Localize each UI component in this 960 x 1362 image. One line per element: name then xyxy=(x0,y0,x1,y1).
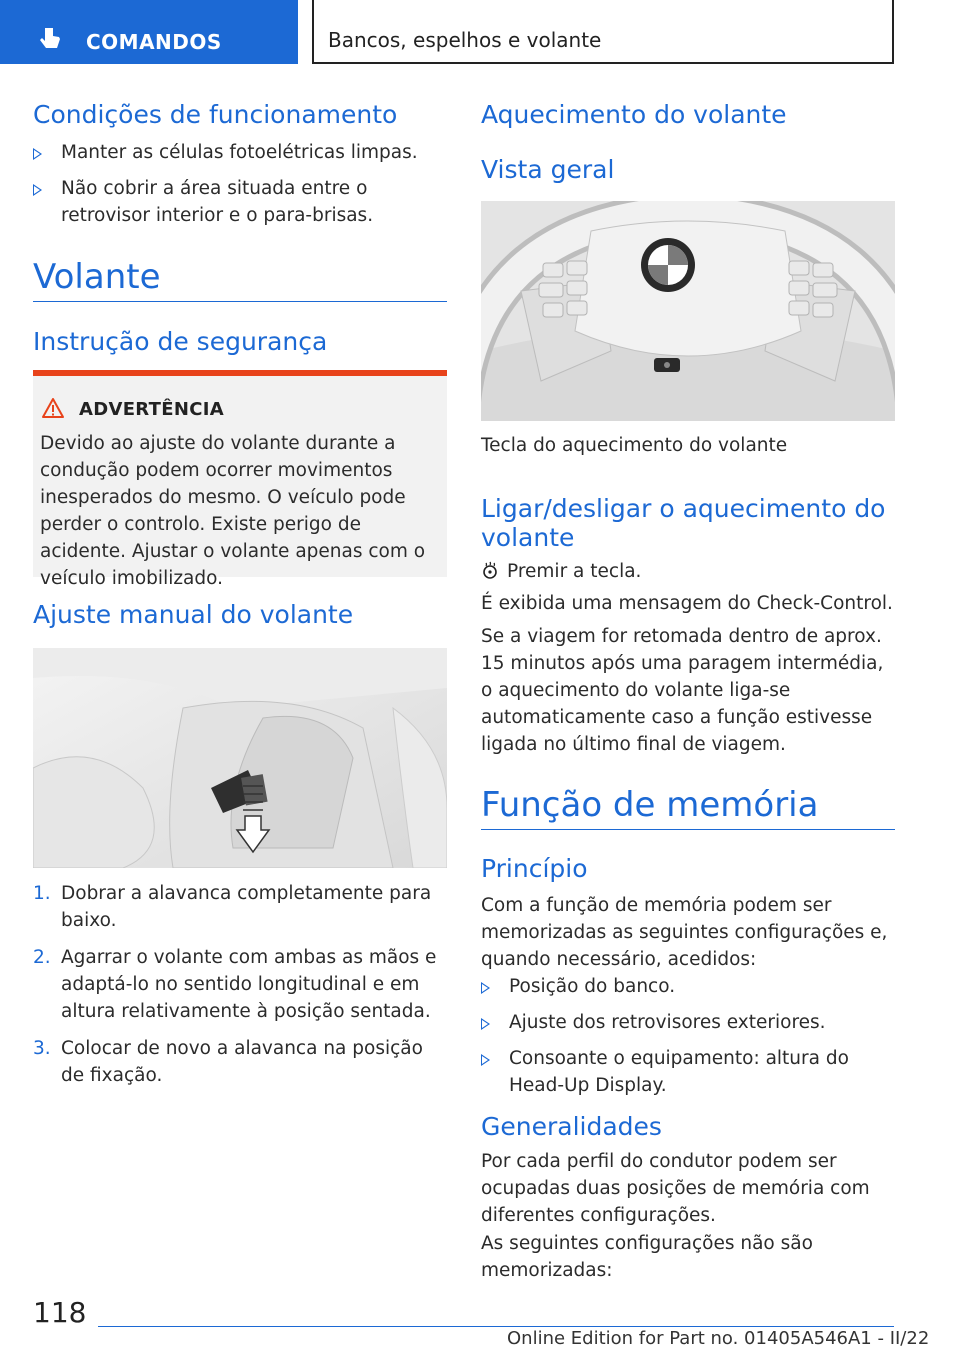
list-item: Posição do banco. xyxy=(481,973,895,1000)
volante-heading: Volante xyxy=(33,257,161,297)
bullet-triangle-icon xyxy=(481,1018,490,1030)
section-label: COMANDOS xyxy=(86,30,222,54)
list-item: 1. Dobrar a alavanca completamente para baixo. xyxy=(33,883,432,931)
checkcontrol-text: É exibida uma mensagem do Check-Control. xyxy=(481,593,893,614)
page-number: 118 xyxy=(33,1296,87,1329)
press-instruction: Premir a tecla. xyxy=(481,558,895,585)
steps-list xyxy=(33,880,447,1099)
list-item: 2. Agarrar o volante com ambas as mãos e adaptá-lo no sentido longitudinal e em altura relativamente à posição sentada. xyxy=(33,947,437,1022)
bullet-triangle-icon xyxy=(33,148,42,160)
principle-heading: Princípio xyxy=(481,854,588,883)
figure-caption: Tecla do aquecimento do volante xyxy=(481,435,788,456)
bullet-triangle-icon xyxy=(481,1054,490,1066)
section-tab xyxy=(0,0,298,64)
list-item: Manter as células fotoelétricas limpas. xyxy=(33,139,447,166)
list-item: Consoante o equipamento: altura do Head-Up Display. xyxy=(481,1045,895,1099)
chapter-header xyxy=(312,0,894,64)
list-item: Ajuste dos retrovisores exteriores. xyxy=(481,1009,895,1036)
warning-triangle-icon xyxy=(41,397,65,419)
general-text: Por cada perfil do condutor podem ser ocupadas duas posições de memória com diferentes configurações. xyxy=(481,1151,870,1226)
bullet-triangle-icon xyxy=(481,982,490,994)
steering-lever-figure xyxy=(33,648,447,868)
overview-heading: Vista geral xyxy=(481,155,615,184)
steering-heat-icon xyxy=(481,561,499,579)
heating-heading: Aquecimento do volante xyxy=(481,100,787,129)
bullet-triangle-icon xyxy=(33,184,42,196)
conditions-heading: Condições de funcionamento xyxy=(33,100,398,129)
chapter-title: Bancos, espelhos e volante xyxy=(328,28,602,52)
resume-text: Se a viagem for retomada dentro de aprox. 15 minutos após uma paragem intermédia, o aquecimento do volante liga-se automaticamente caso a função estivesse ligada no último final de viagem. xyxy=(481,626,884,755)
onoff-heading: Ligar/desligar o aquecimento do volante xyxy=(481,494,886,552)
principle-text: Com a função de memória podem ser memorizadas as seguintes configurações e, quando necessário, acedidos: xyxy=(481,895,888,970)
list-item: Não cobrir a área situada entre o retrovisor interior e o para-brisas. xyxy=(33,175,447,229)
not-saved-text: As seguintes configurações não são memorizadas: xyxy=(481,1233,813,1281)
steering-wheel-figure xyxy=(481,201,895,421)
warning-title: ADVERTÊNCIA xyxy=(79,399,224,420)
warning-bar xyxy=(33,370,447,376)
safety-heading: Instrução de segurança xyxy=(33,327,328,356)
section-rule xyxy=(33,301,447,302)
steering-lever-illustration xyxy=(33,648,447,868)
hand-pointer-icon xyxy=(38,26,64,52)
warning-box xyxy=(33,370,447,589)
manual-adjust-heading: Ajuste manual do volante xyxy=(33,600,354,629)
footer-edition: Online Edition for Part no. 01405A546A1 - II/22 xyxy=(507,1328,930,1349)
memory-list xyxy=(481,973,895,1108)
warning-text: Devido ao ajuste do volante durante a condução podem ocorrer movimentos inesperados do mesmo. O veículo pode perder o controlo. Existe perigo de acidente. Ajustar o volante apenas com o veículo imobilizado. xyxy=(40,433,426,589)
footer-rule xyxy=(98,1326,894,1327)
steering-wheel-illustration xyxy=(481,201,895,421)
memory-heading: Função de memória xyxy=(481,785,819,825)
list-item: 3. Colocar de novo a alavanca na posição de fixação. xyxy=(33,1038,423,1086)
general-heading: Generalidades xyxy=(481,1112,662,1141)
conditions-list xyxy=(33,139,447,238)
section-rule xyxy=(481,829,895,830)
